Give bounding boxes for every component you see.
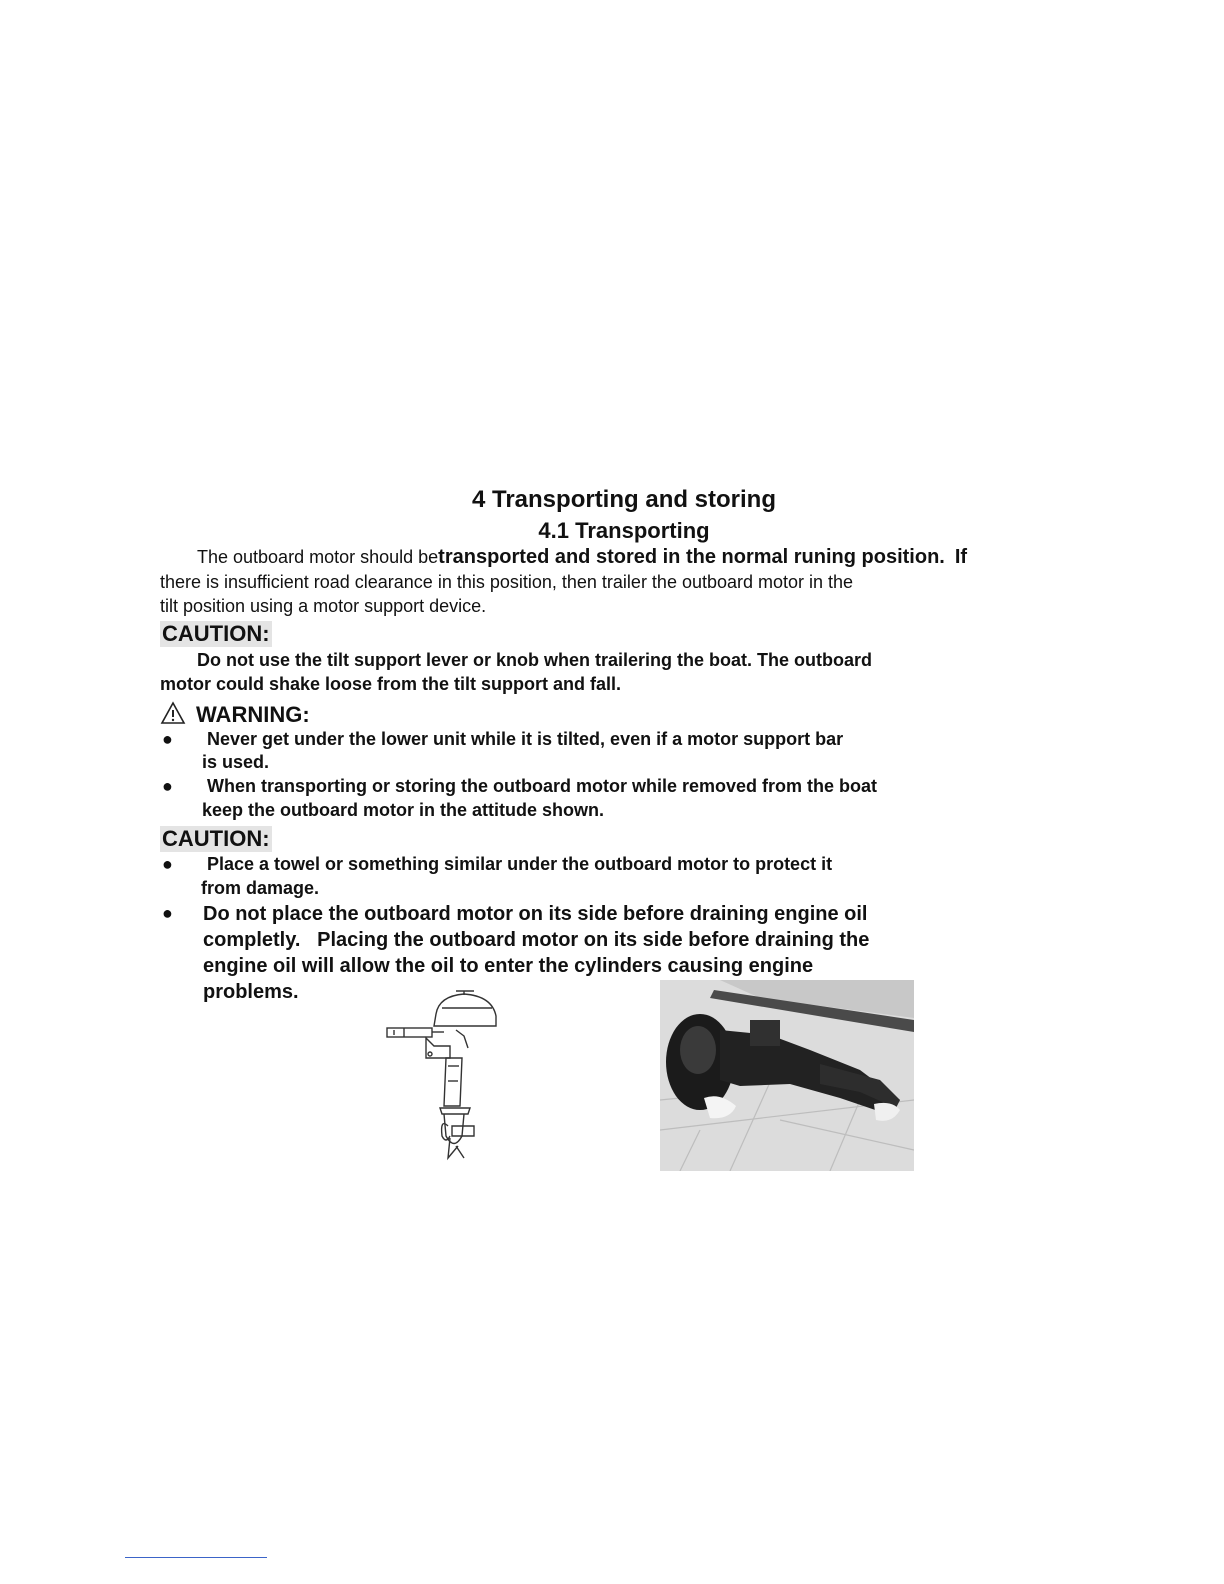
warning-heading <box>160 701 310 731</box>
outboard-motor-drawing <box>384 986 509 1162</box>
caution-label-1: CAUTION: <box>162 621 270 646</box>
warning-bullet-1-line-2: is used. <box>202 752 270 772</box>
intro-line-2: there is insufficient road clearance in this position, then trailer the outboard motor in the <box>160 572 854 592</box>
caution2-bullet-2-line-1: Do not place the outboard motor on its side before draining engine oil <box>203 903 868 925</box>
caution-label-2: CAUTION: <box>162 826 270 851</box>
intro-line-3: tilt position using a motor support device. <box>160 596 487 616</box>
footnote-rule <box>125 1557 267 1558</box>
caution2-bullet-2-line-3: engine oil will allow the oil to enter the cylinders causing engine <box>203 955 814 977</box>
bullet-dot: ● <box>162 729 173 749</box>
warning-triangle-icon <box>160 701 186 731</box>
caution2-bullet-2-line-2: completly. Placing the outboard motor on its side before draining the <box>203 929 870 951</box>
intro-line-1 <box>197 546 967 569</box>
caution2-bullet-2-line-4: problems. <box>203 981 299 1003</box>
warning-label: WARNING: <box>196 701 310 727</box>
caution1-line-2: motor could shake loose from the tilt support and fall. <box>160 674 622 694</box>
warning-bullet-2-line-1: When transporting or storing the outboard motor while removed from the boat <box>207 776 878 796</box>
intro-normal: The outboard motor should be <box>197 547 439 567</box>
bullet-dot: ● <box>162 776 173 796</box>
warning-bullet-1-line-1: Never get under the lower unit while it is tilted, even if a motor support bar <box>207 729 844 749</box>
intro-if: If <box>954 546 968 568</box>
bullet-dot: ● <box>162 854 173 874</box>
caution1-line-1: Do not use the tilt support lever or knob when trailering the boat. The outboard <box>197 650 873 670</box>
outboard-motor-photo <box>660 980 914 1171</box>
warning-bullet-2-line-2: keep the outboard motor in the attitude shown. <box>202 800 605 820</box>
section-title: 4 Transporting and storing <box>471 486 777 513</box>
caution2-bullet-1-line-1: Place a towel or something similar under the outboard motor to protect it <box>207 854 833 874</box>
section-subtitle: 4.1 Transporting <box>538 518 710 543</box>
intro-bold: transported and stored in the normal runing position. <box>438 546 945 568</box>
caution2-bullet-1-line-2: from damage. <box>201 878 320 898</box>
bullet-dot: ● <box>162 903 173 923</box>
